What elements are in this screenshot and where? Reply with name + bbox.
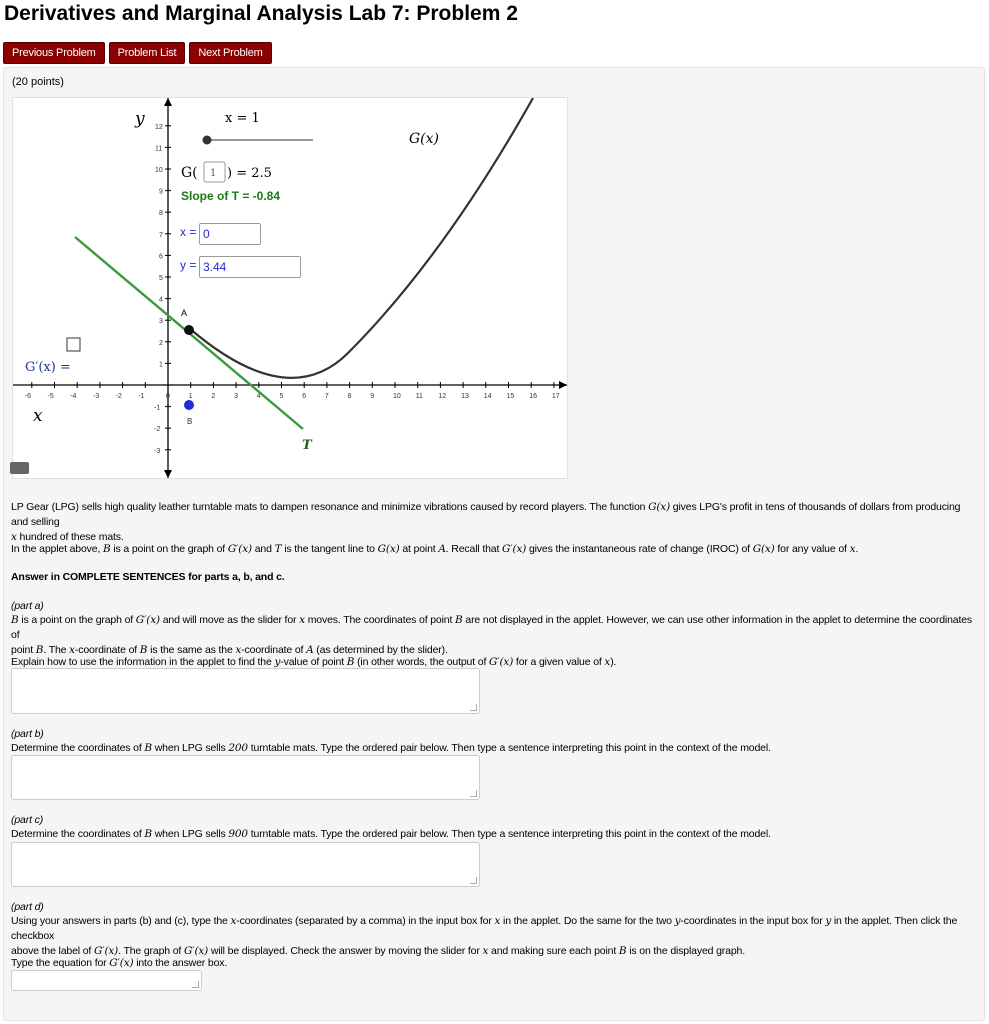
- x-tick-label: -3: [92, 393, 100, 400]
- x-tick-label: -1: [138, 393, 145, 400]
- g-expr-input[interactable]: 1: [210, 168, 217, 179]
- part-c-answer-textarea[interactable]: [11, 842, 480, 887]
- y-input-label: y =: [180, 258, 197, 272]
- x-slider-handle[interactable]: [203, 136, 212, 145]
- point-a[interactable]: [184, 325, 194, 335]
- y-tick-label: -1: [154, 404, 161, 412]
- problem-body: [3, 67, 985, 1021]
- tangent-line-label: T: [302, 438, 312, 453]
- x-tick-label: 1: [188, 393, 193, 400]
- slider-label: x = 1: [225, 111, 260, 126]
- x-tick-label: -5: [47, 393, 54, 400]
- part-b-label: (part b): [11, 728, 44, 740]
- part-a-question: Explain how to use the information in the applet to find the y-value of point B (in other words, the output of G′(x) for a given value of x).: [11, 656, 617, 668]
- x-tick-label: 16: [529, 393, 537, 400]
- part-b-answer-textarea[interactable]: [11, 755, 480, 800]
- gprime-label: G′(x) =: [25, 360, 71, 375]
- x-tick-label: 6: [302, 393, 307, 400]
- part-d-answer-box[interactable]: [11, 970, 202, 991]
- x-tick-label: -6: [24, 393, 32, 400]
- y-axis-arrow: [164, 98, 172, 106]
- y-tick-label: 12: [155, 123, 163, 131]
- instruction-text: Answer in COMPLETE SENTENCES for parts a, b, and c.: [11, 571, 285, 583]
- slope-text: Slope of T = -0.84: [181, 189, 281, 203]
- intro-paragraph: LP Gear (LPG) sells high quality leather turntable mats to dampen resonance and minimize vibrations caused by record players. The function G(x) gives LPG's profit in tens of thousands of dollars from producing and selling x hundred of these mats.: [11, 501, 961, 543]
- y-tick-label: 10: [155, 167, 163, 174]
- x-tick-label: 3: [234, 393, 239, 400]
- part-a-label: (part a): [11, 600, 44, 612]
- previous-problem-button[interactable]: Previous Problem: [3, 42, 105, 64]
- y-tick-label: 7: [159, 231, 163, 239]
- point-b[interactable]: [184, 400, 194, 410]
- y-tick-label: 2: [159, 339, 163, 347]
- x-tick-label: 15: [506, 393, 515, 400]
- page-title: Derivatives and Marginal Analysis Lab 7: Problem 2: [4, 2, 518, 25]
- x-tick-label: 8: [347, 393, 352, 400]
- x-tick-label: 11: [415, 393, 423, 400]
- part-d-label: (part d): [11, 901, 44, 913]
- x-tick-label: 17: [551, 393, 560, 400]
- y-input-field[interactable]: 3.44: [199, 256, 301, 278]
- g-expr-prefix: G(: [181, 165, 198, 181]
- part-a-answer-textarea[interactable]: [11, 668, 480, 714]
- y-tick-label: 9: [159, 188, 163, 196]
- x-tick-label: 7: [324, 393, 329, 400]
- x-tick-label: 4: [256, 393, 261, 400]
- x-input-label: x =: [180, 225, 197, 239]
- x-tick-label: 2: [211, 393, 216, 400]
- x-tick-label: 14: [483, 393, 492, 400]
- y-tick-label: 6: [159, 253, 163, 261]
- y-axis-arrow-down: [164, 470, 172, 478]
- part-b-text: Determine the coordinates of B when LPG sells 200 turntable mats. Type the ordered pair below. Then type a sentence interpreting this point in the context of the model.: [11, 742, 771, 754]
- problem-navigation: [3, 42, 272, 64]
- x-tick-label: -2: [115, 393, 122, 400]
- y-tick-label: 11: [155, 145, 163, 153]
- x-input-field[interactable]: 0: [199, 223, 261, 245]
- x-tick-label: 5: [279, 393, 284, 400]
- keyboard-icon[interactable]: [10, 462, 29, 474]
- part-c-text: Determine the coordinates of B when LPG sells 900 turntable mats. Type the ordered pair below. Then type a sentence interpreting this point in the context of the model.: [11, 828, 771, 840]
- y-tick-label: 8: [159, 210, 163, 218]
- x-tick-label: 9: [370, 393, 375, 400]
- part-a-text: B is a point on the graph of G′(x) and will move as the slider for x moves. The coordinates of point B are not displayed in the applet. However, we can use other information in the applet to determine the coordinates of point B. The x-coordinate of B is the same as the x-coordinate of A (as determined by the slider).: [11, 614, 973, 656]
- x-axis-label: x: [33, 406, 43, 426]
- applet-description: In the applet above, B is a point on the graph of G′(x) and T is the tangent line to G(x) at point A. Recall that G′(x) gives the instantaneous rate of change (IROC) of G(x) for any value of x.: [11, 543, 859, 555]
- x-tick-label: 0: [166, 393, 170, 400]
- problem-list-button[interactable]: Problem List: [109, 42, 186, 64]
- g-curve-label: G(x): [409, 131, 440, 147]
- gprime-checkbox[interactable]: [67, 338, 80, 351]
- y-tick-label: 1: [159, 361, 163, 369]
- point-a-label: A: [181, 308, 188, 318]
- geogebra-applet[interactable]: [12, 97, 568, 479]
- x-tick-label: 12: [438, 393, 447, 400]
- next-problem-button[interactable]: Next Problem: [189, 42, 271, 64]
- x-tick-label: 13: [461, 393, 469, 400]
- applet-graph[interactable]: [13, 98, 567, 478]
- y-tick-label: 3: [159, 318, 163, 326]
- point-b-label: B: [187, 417, 193, 426]
- y-tick-label: 5: [159, 275, 163, 282]
- part-c-label: (part c): [11, 814, 44, 826]
- y-tick-label: -3: [154, 447, 161, 455]
- x-tick-label: -4: [70, 393, 77, 400]
- g-expr-suffix: ) = 2.5: [227, 166, 272, 181]
- y-tick-label: -2: [154, 426, 161, 434]
- points-label: (20 points): [12, 76, 64, 88]
- part-d-question: Type the equation for G′(x) into the answer box.: [11, 957, 228, 969]
- x-tick-label: 10: [393, 393, 401, 400]
- y-tick-label: 4: [159, 296, 163, 304]
- x-axis-arrow: [559, 381, 567, 389]
- y-axis-label: y: [135, 109, 145, 129]
- part-d-text: Using your answers in parts (b) and (c), type the x-coordinates (separated by a comma) in the input box for x in the applet. Do the same for the two y-coordinates in the input box for y in the applet. Then click the checkbox above the label of G′(x). The graph of G′(x) will be displayed. Check the answer by moving the slider for x and making sure each point B is on the displayed graph.: [11, 915, 958, 957]
